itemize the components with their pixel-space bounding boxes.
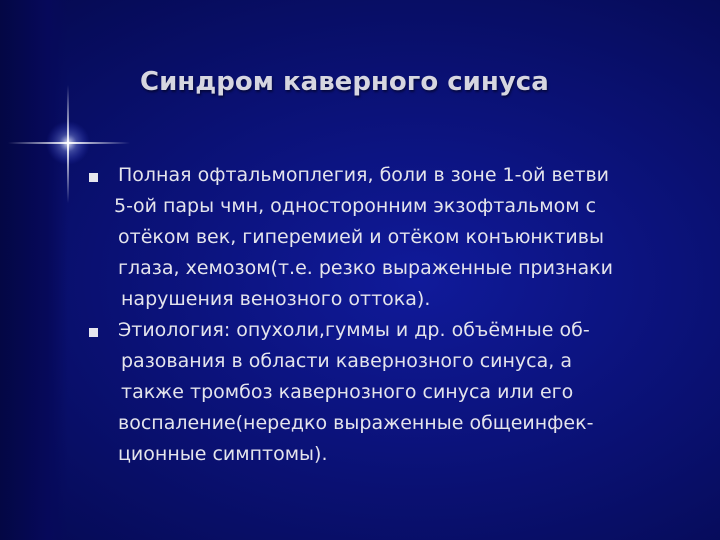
bullet-item-symptoms bbox=[0, 160, 720, 315]
bullet-line: Этиология: опухоли,гуммы и др. объёмные об- bbox=[118, 319, 590, 341]
bullet-line: 5-ой пары чмн, односторонним экзофтальмом с bbox=[114, 195, 597, 217]
bullet-item-etiology bbox=[0, 315, 720, 470]
bullet-line: воспаление(нередко выраженные общеинфек- bbox=[118, 412, 594, 434]
bullet-line: нарушения венозного оттока). bbox=[121, 288, 431, 310]
bullet-line: глаза, хемозом(т.е. резко выраженные признаки bbox=[118, 257, 613, 279]
bullet-list bbox=[0, 160, 720, 470]
bullet-line: отёком век, гиперемией и отёком конъюнктивы bbox=[118, 226, 604, 248]
bullet-line: также тромбоз кавернозного синуса или его bbox=[121, 381, 574, 403]
bullet-line: разования в области кавернозного синуса, а bbox=[121, 350, 572, 372]
bullet-line: ционные симптомы). bbox=[118, 443, 328, 465]
slide-title: Синдром каверного синуса bbox=[140, 67, 549, 97]
bullet-line: Полная офтальмоплегия, боли в зоне 1-ой ветви bbox=[118, 164, 610, 186]
